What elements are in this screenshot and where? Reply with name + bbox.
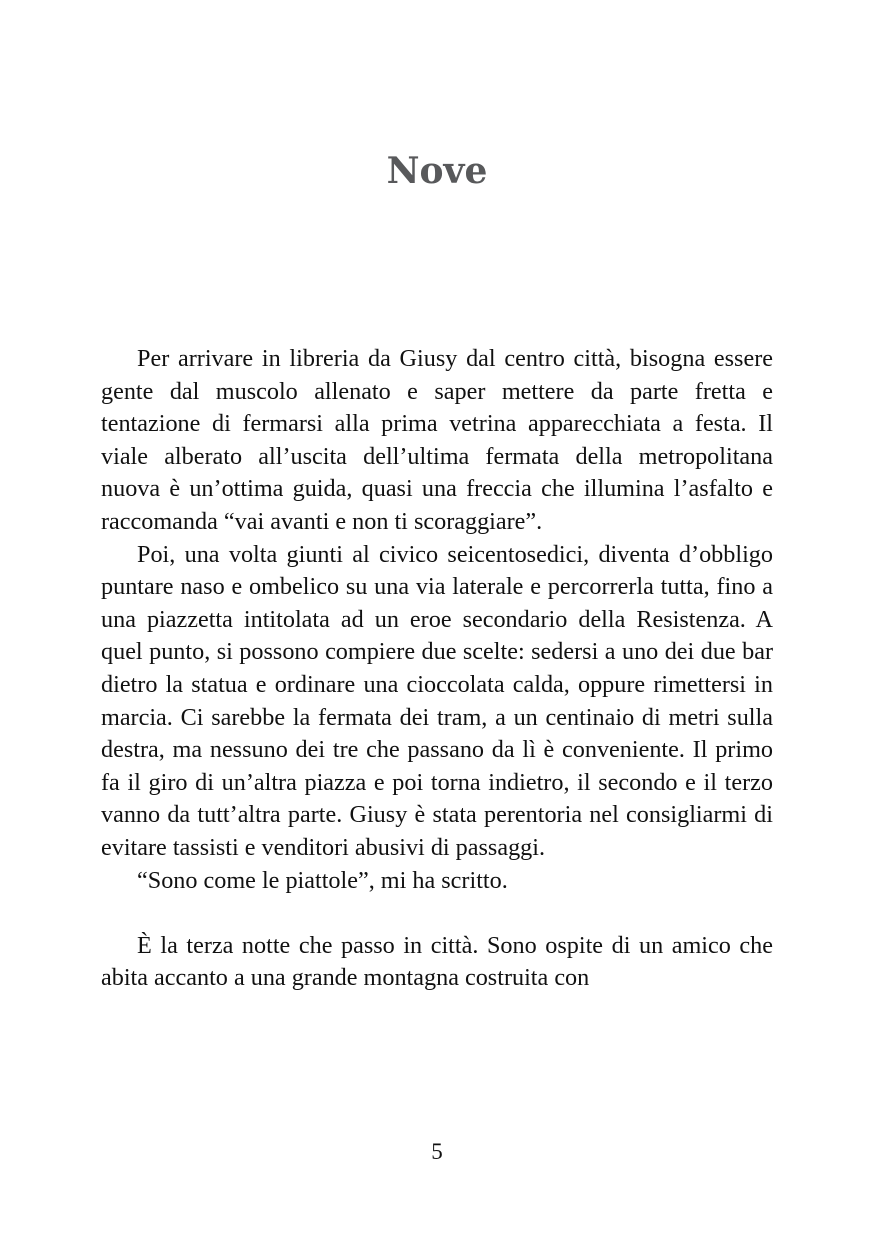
chapter-title: Nove	[386, 150, 488, 192]
body-text	[101, 343, 773, 995]
paragraph: È la terza notte che passo in città. Sono ospite di un amico che abita accanto a una grande montagna costruita con	[101, 931, 773, 992]
paragraph: Poi, una volta giunti al civico seicentosedici, diventa d’obbligo puntare naso e ombelico su una via laterale e percorrerla tutta, fino a una piazzetta intitolata ad un eroe secondario della Resistenza. A quel punto, si possono compiere due scelte: sedersi a uno dei due bar dietro la statua e ordinare una cioccolata calda, oppure rimettersi in marcia. Ci sarebbe la fermata dei tram, a un centinaio di metri sulla destra, ma nessuno dei tre che passano da lì è conveniente. Il primo fa il giro di un’altra piazza e poi torna indietro, il secondo e il terzo vanno da tutt’altra parte. Giusy è stata perentoria nel consigliarmi di evitare tassisti e venditori abusivi di passaggi.	[101, 540, 773, 861]
paragraph: Per arrivare in libreria da Giusy dal centro città, bisogna essere gente dal muscolo allenato e saper mettere da parte fretta e tentazione di fermarsi alla prima vetrina apparecchiata a festa. Il viale alberato all’uscita dell’ultima fermata della metropolitana nuova è un’ottima guida, quasi una freccia che illumina l’asfalto e raccomanda “vai avanti e non ti scoraggiare”.	[101, 345, 773, 535]
page-number: 5	[431, 1139, 443, 1164]
paragraph-quote: “Sono come le piattole”, mi ha scritto.	[137, 866, 508, 894]
